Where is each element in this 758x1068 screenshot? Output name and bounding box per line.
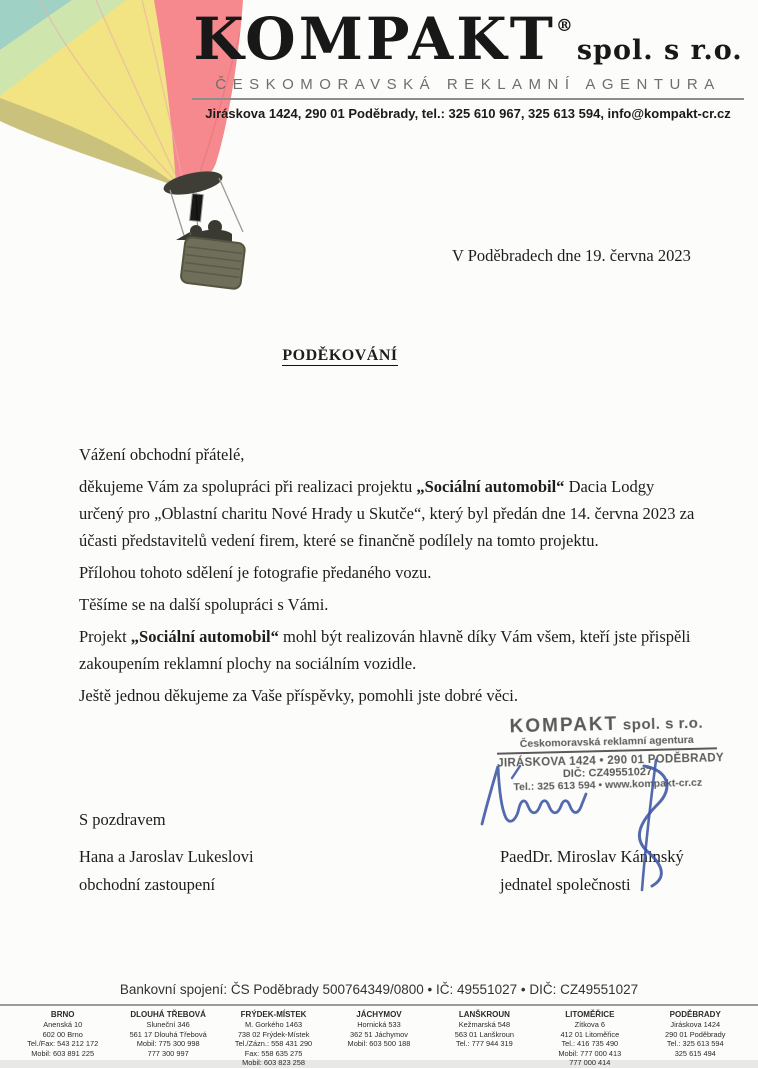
office-column [115, 1010, 220, 1068]
office-detail-line: 738 02 Frýdek-Místek [237, 1029, 310, 1039]
office-detail-line: 561 17 Dlouhá Třebová [129, 1029, 207, 1039]
office-city: BRNO [50, 1010, 75, 1019]
office-detail-line: Jiráskova 1424 [670, 1020, 721, 1029]
stamp-address: JIRÁSKOVA 1424 • 290 01 PODĚBRADY [497, 752, 725, 770]
office-detail-line: Kežmarská 548 [458, 1020, 511, 1029]
office-city: PODĚBRADY [669, 1010, 721, 1019]
office-detail-line: 362 51 Jáchymov [350, 1029, 408, 1039]
office-detail-line: Mobil: 777 000 413 [558, 1048, 622, 1058]
office-city: DLOUHÁ TŘEBOVÁ [130, 1010, 206, 1019]
company-address-line: Jiráskova 1424, 290 01 Poděbrady, tel.: 325 610 967, 325 613 594, info@kompakt-cr.cz [205, 106, 731, 121]
office-detail-line: Tel./Fax: 543 212 172 [27, 1039, 99, 1049]
company-logo [192, 5, 744, 73]
stamp-company-name: KOMPAKT spol. s r.o. [509, 713, 704, 738]
office-detail-line: 777 300 997 [147, 1048, 189, 1058]
office-column [221, 1010, 326, 1068]
office-detail-line: Tel.: 325 613 594 [666, 1039, 724, 1049]
signer-left-name: Hana a Jaroslav Lukeslovi [79, 847, 254, 866]
office-column [643, 1010, 748, 1068]
registered-trademark-symbol: ® [555, 16, 573, 36]
closing-salutation: S pozdravem [79, 810, 166, 829]
paragraph: Ještě jednou děkujeme za Vaše příspěvky, pomohli jste dobré věci. [79, 686, 518, 705]
paragraph: děkujeme Vám za spolupráci při realizaci projektu „Sociální automobil“ Dacia Lodgy určený pro „Oblastní charitu Nové Hrady u Skutče“, který byl předán dne 14. června 2023 za účasti představitelů vedení firem, které se finančně podílely na tomto projektu. [79, 477, 695, 550]
office-column [432, 1010, 537, 1068]
office-column [10, 1010, 115, 1068]
logo-suffix: spol. s r.o. [576, 35, 743, 66]
letter-body [79, 441, 697, 714]
stamp-contact: Tel.: 325 613 594 • www.kompakt-cr.cz [513, 776, 703, 794]
date-line: V Poděbradech dne 19. června 2023 [452, 246, 691, 265]
office-city: FRÝDEK-MÍSTEK [240, 1010, 307, 1019]
paragraph: Přílohou tohoto sdělení je fotografie předaného vozu. [79, 563, 432, 582]
office-detail-line: Tel.: 777 944 319 [456, 1039, 513, 1049]
office-city: LANŠKROUN [458, 1010, 510, 1019]
office-detail-line: Mobil: 603 823 258 [242, 1058, 305, 1068]
office-detail-line: 325 615 494 [674, 1048, 716, 1058]
office-city: JÁCHYMOV [356, 1010, 402, 1019]
paragraph: Projekt „Sociální automobil“ mohl být realizován hlavně díky Vám všem, kteří jste přispěli zakoupením reklamní plochy na sociálním vozidle. [79, 627, 691, 673]
office-detail-line: Tel./Zázn.: 558 431 290 [234, 1039, 313, 1049]
office-detail-line: 602 00 Brno [42, 1029, 83, 1039]
office-detail-line: Mobil: 775 300 998 [136, 1039, 200, 1049]
office-detail-line: 412 01 Litoměřice [560, 1029, 620, 1039]
stamp-vat-id: DIČ: CZ49551027 [562, 765, 653, 781]
header-divider [192, 98, 744, 100]
signer-left [79, 843, 254, 899]
office-detail-line: Zítkova 6 [574, 1020, 606, 1029]
office-detail-line: 777 000 414 [569, 1058, 611, 1068]
footer-divider [0, 1004, 758, 1006]
office-detail-line: 290 01 Poděbrady [665, 1029, 726, 1039]
paragraph: Vážení obchodní přátelé, [79, 445, 245, 464]
footer-offices [0, 1010, 758, 1068]
handwritten-signature [468, 758, 700, 894]
office-detail-line: M. Gorkého 1463 [245, 1020, 303, 1029]
letter-title-text: PODĚKOVÁNÍ [282, 347, 398, 364]
letter-title [40, 347, 640, 365]
office-detail-line: Anenská 10 [43, 1020, 83, 1029]
bank-details-line: Bankovní spojení: ČS Poděbrady 500764349/0800 • IČ: 49551027 • DIČ: CZ49551027 [119, 982, 639, 997]
office-detail-line: Sluneční 346 [146, 1020, 190, 1029]
signer-right-role: jednatel společnosti [500, 875, 631, 894]
office-detail-line: 563 01 Lanškroun [454, 1029, 514, 1039]
office-detail-line: Mobil: 603 891 225 [31, 1048, 95, 1058]
office-detail-line: Mobil: 603 500 188 [347, 1039, 411, 1049]
office-detail-line: Fax: 558 635 275 [244, 1048, 303, 1058]
office-detail-line: Hornická 533 [357, 1020, 401, 1029]
signer-left-role: obchodní zastoupení [79, 875, 216, 894]
signer-right-name: PaedDr. Miroslav Káninský [500, 847, 684, 866]
logo-wordmark: KOMPAKT [193, 5, 556, 73]
office-city: LITOMĚŘICE [565, 1010, 615, 1019]
office-column [537, 1010, 642, 1068]
company-tagline: ČESKOMORAVSKÁ REKLAMNÍ AGENTURA [215, 76, 721, 93]
paragraph: Těšíme se na další spolupráci s Vámi. [79, 595, 329, 614]
office-detail-line: Tel.: 416 735 490 [561, 1039, 619, 1049]
stamp-tagline: Českomoravská reklamní agentura [497, 733, 717, 754]
office-column [326, 1010, 431, 1068]
letterhead [192, 5, 744, 121]
